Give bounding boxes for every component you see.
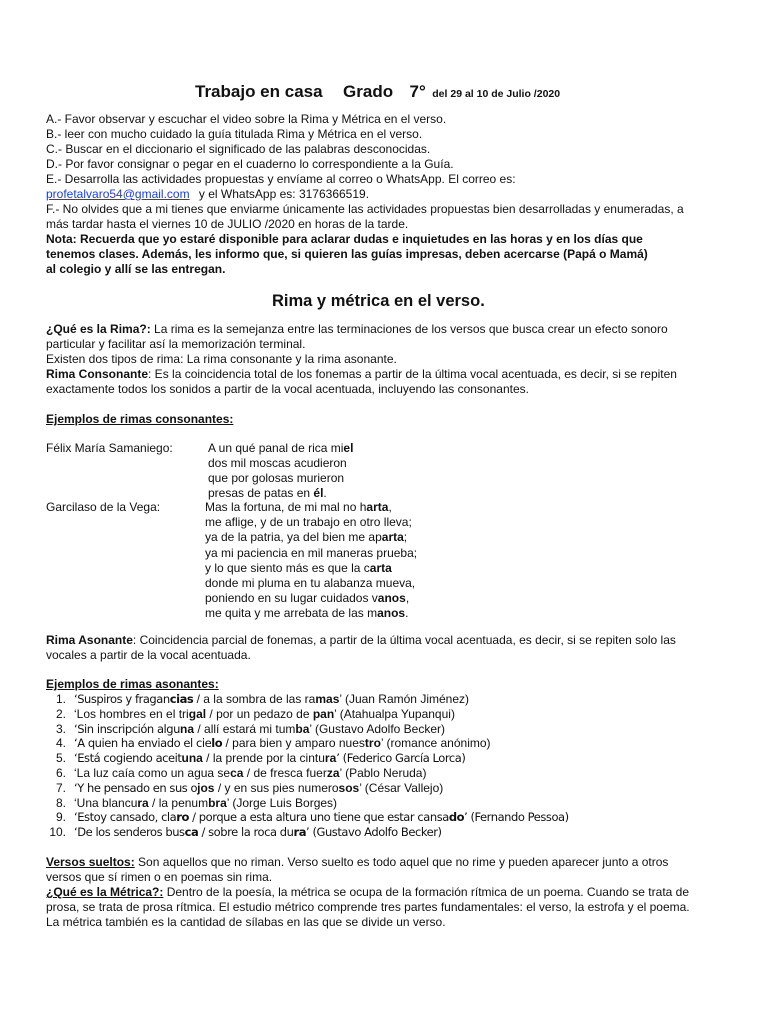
verse-rhyme: anos	[377, 606, 406, 621]
metrica-label: ¿Qué es la Métrica?:	[46, 885, 164, 899]
rhyme-ending: cias	[169, 692, 194, 706]
note-line1: Nota: Recuerda que yo estaré disponible para aclarar dudas e inquietudes en las horas y en los días que	[46, 232, 643, 246]
instruction-d: D.- Por favor consignar o pegar en el cuaderno lo correspondiente a la Guía.	[46, 157, 454, 171]
rhyme-ending: za	[326, 765, 340, 780]
verse-rhyme: el	[343, 441, 354, 455]
verse-punct: .	[323, 486, 327, 500]
rhyme-ending: ro	[176, 810, 189, 825]
rima-asonante-label: Rima Asonante	[46, 633, 133, 647]
rhyme-ending: lo	[211, 736, 223, 751]
instruction-f-line2: más tardar hasta el viernes 10 de JULIO /2020 en horas de la tarde.	[46, 217, 409, 231]
rhyme-ending: bra	[208, 795, 227, 810]
verse-line	[205, 591, 409, 606]
verse-line	[205, 500, 392, 515]
versos-sueltos-label: Versos sueltos:	[46, 855, 135, 869]
list-item	[46, 781, 569, 796]
metrica-line1	[46, 885, 689, 900]
verse-rhyme: anos	[377, 591, 406, 606]
example-text: ‘La luz caía como un agua se	[74, 765, 231, 780]
note-line3: al colegio y allí se las entregan.	[46, 262, 226, 276]
rima-consonante-label: Rima Consonante	[46, 367, 149, 381]
verse-line	[208, 471, 344, 486]
header-title: Trabajo en casa	[195, 82, 323, 101]
verse-text: A un qué panal de rica mi	[208, 441, 344, 455]
example-text: / para bien y amparo nues	[222, 736, 365, 751]
metrica-line2: prosa, se trata de prosa rítmica. El estudio métrico comprende tres partes fundamentales: el verso, la estrofa y el poema.	[46, 900, 690, 914]
example-text: ’ (Atahualpa Yupanqui)	[334, 706, 455, 721]
verse-line	[205, 561, 392, 576]
example-text: ’ (Jorge Luis Borges)	[226, 795, 338, 810]
list-number: 6.	[55, 765, 66, 780]
verse-text: dos mil moscas acudieron	[208, 456, 347, 470]
verse-rhyme: arta	[381, 530, 404, 545]
example-text: ‘Los hombres en el tri	[74, 706, 189, 721]
instruction-f-line1: F.- No olvides que a mi tienes que enviarme únicamente las actividades propuestas bien desarrolladas y enumeradas, a	[46, 202, 684, 216]
list-item	[46, 766, 569, 781]
example-text: ’ (César Vallejo)	[359, 780, 444, 795]
author-garcilaso: Garcilaso de la Vega:	[46, 500, 161, 514]
rhyme-ending: ra	[293, 825, 307, 840]
list-item	[46, 796, 569, 811]
document-header	[195, 82, 560, 102]
verse-text: presas de patas en	[208, 486, 314, 500]
list-item	[46, 722, 569, 737]
rhyme-ending: ra	[324, 751, 337, 766]
verse-line	[205, 515, 412, 530]
example-text: ‘Estoy cansado, cla	[74, 810, 177, 825]
list-item	[46, 736, 569, 751]
example-text: ‘Está cogiendo aceit	[74, 751, 182, 766]
verse-punct: .	[405, 606, 409, 621]
list-item	[46, 692, 569, 707]
header-dates: del 29 al 10 de Julio /2020	[432, 88, 561, 100]
verse-text: me quita y me arrebata de las m	[205, 606, 378, 621]
example-text: / la penum	[148, 795, 209, 810]
rima-asonante-text: : Coincidencia parcial de fonemas, a partir de la última vocal acentuada, es decir, si se repiten solo las	[132, 633, 676, 647]
rhyme-ending: ca	[184, 825, 199, 840]
verse-text: ya mi paciencia en mil maneras prueba;	[205, 545, 418, 560]
example-text: / y en sus pies numero	[214, 780, 339, 795]
assonant-examples-heading: Ejemplos de rimas asonantes:	[46, 677, 219, 691]
verse-line	[205, 606, 408, 621]
example-text: ‘Sin inscripción algu	[74, 721, 180, 736]
instruction-a: A.- Favor observar y escuchar el video sobre la Rima y Métrica en el verso.	[46, 112, 447, 126]
metrica-text: Dentro de la poesía, la métrica se ocupa de la formación rítmica de un poema. Cuando se trata de	[163, 885, 690, 899]
list-item	[46, 825, 569, 840]
list-number: 8.	[55, 795, 66, 810]
example-text: / por un pedazo de	[206, 706, 313, 721]
verse-line	[208, 456, 347, 471]
rima-definition-text: La rima es la semejanza entre las terminaciones de los versos que busca crear un efecto sonoro	[150, 322, 668, 336]
example-text: / sobre la roca du	[198, 825, 294, 840]
example-text: / la prende por la cintu	[202, 751, 325, 766]
verse-punct: ;	[403, 530, 408, 545]
list-number: 9.	[55, 810, 66, 825]
example-text: / a la sombra de las ra	[193, 692, 316, 706]
list-item	[46, 810, 569, 825]
verse-text: que por golosas murieron	[208, 471, 345, 485]
example-text: ’ (Gustavo Adolfo Becker)	[309, 721, 446, 736]
rhyme-ending: tro	[364, 736, 381, 751]
list-number: 7.	[55, 780, 66, 795]
example-text: ’ (Gustavo Adolfo Becker)	[306, 825, 442, 840]
rhyme-ending: do	[448, 810, 465, 825]
example-text: ’ (Pablo Neruda)	[339, 765, 427, 780]
example-text: / porque a esta altura uno tiene que estar cansa	[188, 810, 449, 825]
rima-definition-line2: particular y facilitar así la memorización terminal.	[46, 337, 306, 351]
verse-line	[208, 486, 327, 501]
rhyme-ending: ca	[230, 765, 244, 780]
example-text: ’ (Federico García Lorca)	[336, 751, 466, 766]
list-number: 10.	[49, 825, 66, 840]
rhyme-ending: jos	[197, 780, 215, 795]
list-item	[46, 707, 569, 722]
list-number: 2.	[55, 706, 66, 721]
example-text: ’ (romance anónimo)	[380, 736, 491, 751]
instruction-e: E.- Desarrolla las actividades propuestas y envíame al correo o WhatsApp. El correo es:	[46, 172, 516, 186]
header-grade-number: 7°	[409, 82, 426, 101]
email-link[interactable]: profetalvaro54@gmail.com	[46, 187, 190, 201]
verse-text: poniendo en su lugar cuidados v	[205, 591, 378, 606]
verse-punct: ,	[405, 591, 410, 606]
instruction-b: B.- leer con mucho cuidado la guía titulada Rima y Métrica en el verso.	[46, 127, 423, 141]
verse-text: donde mi pluma en tu alabanza mueva,	[205, 576, 416, 590]
versos-sueltos-line1	[46, 855, 668, 870]
example-text: ‘Y he pensado en sus o	[74, 780, 198, 795]
rima-consonante-text: : Es la coincidencia total de los fonemas a partir de la última vocal acentuada, es decir, si se repiten	[148, 367, 677, 381]
contact-line	[46, 187, 369, 202]
list-number: 3.	[55, 721, 66, 736]
verse-line	[205, 546, 417, 561]
rhyme-ending: gal	[188, 706, 207, 721]
rhyme-ending: ra	[137, 795, 149, 810]
verse-text: Mas la fortuna, de mi mal no h	[205, 500, 367, 514]
example-text: / de fresca fuer	[243, 765, 327, 780]
author-samaniego: Félix María Samaniego:	[46, 441, 173, 455]
rima-asonante-line2: vocales a partir de la vocal acentuada.	[46, 648, 251, 662]
rhyme-ending: ba	[295, 721, 310, 736]
example-text: ‘A quien ha enviado el cie	[74, 736, 212, 751]
list-number: 1.	[55, 692, 66, 706]
rhyme-ending: una	[181, 751, 203, 766]
verse-rhyme: arta	[366, 500, 389, 514]
rima-consonante-line2: exactamente todos los sonidos a partir de la vocal acentuada, incluyendo las consonantes.	[46, 382, 529, 396]
example-text: / allí estará mi tum	[194, 721, 296, 736]
versos-sueltos-line2: versos que sí rimen o en poemas sin rima.	[46, 870, 273, 884]
rima-question-label: ¿Qué es la Rima?:	[46, 322, 151, 336]
rhyme-ending: sos	[338, 780, 360, 795]
list-number: 5.	[55, 751, 66, 766]
example-text: ‘Una blancu	[74, 795, 138, 810]
whatsapp-text: y el WhatsApp es: 3176366519.	[195, 187, 370, 201]
rima-consonante-line1	[46, 367, 677, 382]
verse-rhyme: él	[313, 486, 324, 500]
note-line2: tenemos clases. Además, les informo que, si quieren las guías impresas, deben acercarse (Papá o Mamá)	[46, 247, 648, 261]
rhyme-ending: na	[180, 721, 195, 736]
rima-definition-line1	[46, 322, 668, 337]
rhyme-ending: pan	[312, 706, 335, 721]
section-title: Rima y métrica en el verso.	[272, 292, 485, 310]
verse-line	[205, 530, 407, 545]
metrica-line3: La métrica también es la cantidad de sílabas en las que se divide un verso.	[46, 915, 446, 929]
rima-types: Existen dos tipos de rima: La rima consonante y la rima asonante.	[46, 352, 397, 366]
example-text: ‘De los senderos bus	[74, 825, 185, 840]
verse-rhyme: arta	[369, 560, 392, 575]
example-text: ’ (Fernando Pessoa)	[464, 810, 569, 825]
verse-line	[208, 441, 353, 456]
list-item	[46, 751, 569, 766]
verse-text: me aflige, y de un trabajo en otro lleva;	[205, 515, 412, 530]
example-text: ‘Suspiros y fragan	[74, 692, 170, 706]
rhyme-ending: mas	[315, 692, 340, 706]
verse-punct: ,	[388, 500, 392, 514]
rima-asonante-line1	[46, 633, 676, 648]
example-text: ’ (Juan Ramón Jiménez)	[339, 692, 469, 706]
versos-sueltos-text: Son aquellos que no riman. Verso suelto es todo aquel que no rime y pueden aparecer junto a otros	[134, 855, 669, 869]
header-grade-label: Grado	[343, 82, 394, 101]
assonant-examples-list	[46, 692, 569, 840]
instruction-c: C.- Buscar en el diccionario el significado de las palabras desconocidas.	[46, 142, 431, 156]
consonant-examples-heading: Ejemplos de rimas consonantes:	[46, 412, 234, 426]
list-number: 4.	[55, 736, 66, 751]
verse-line	[205, 576, 415, 591]
verse-text: y lo que siento más es que la c	[205, 560, 370, 575]
verse-text: ya de la patria, ya del bien me ap	[205, 530, 382, 545]
